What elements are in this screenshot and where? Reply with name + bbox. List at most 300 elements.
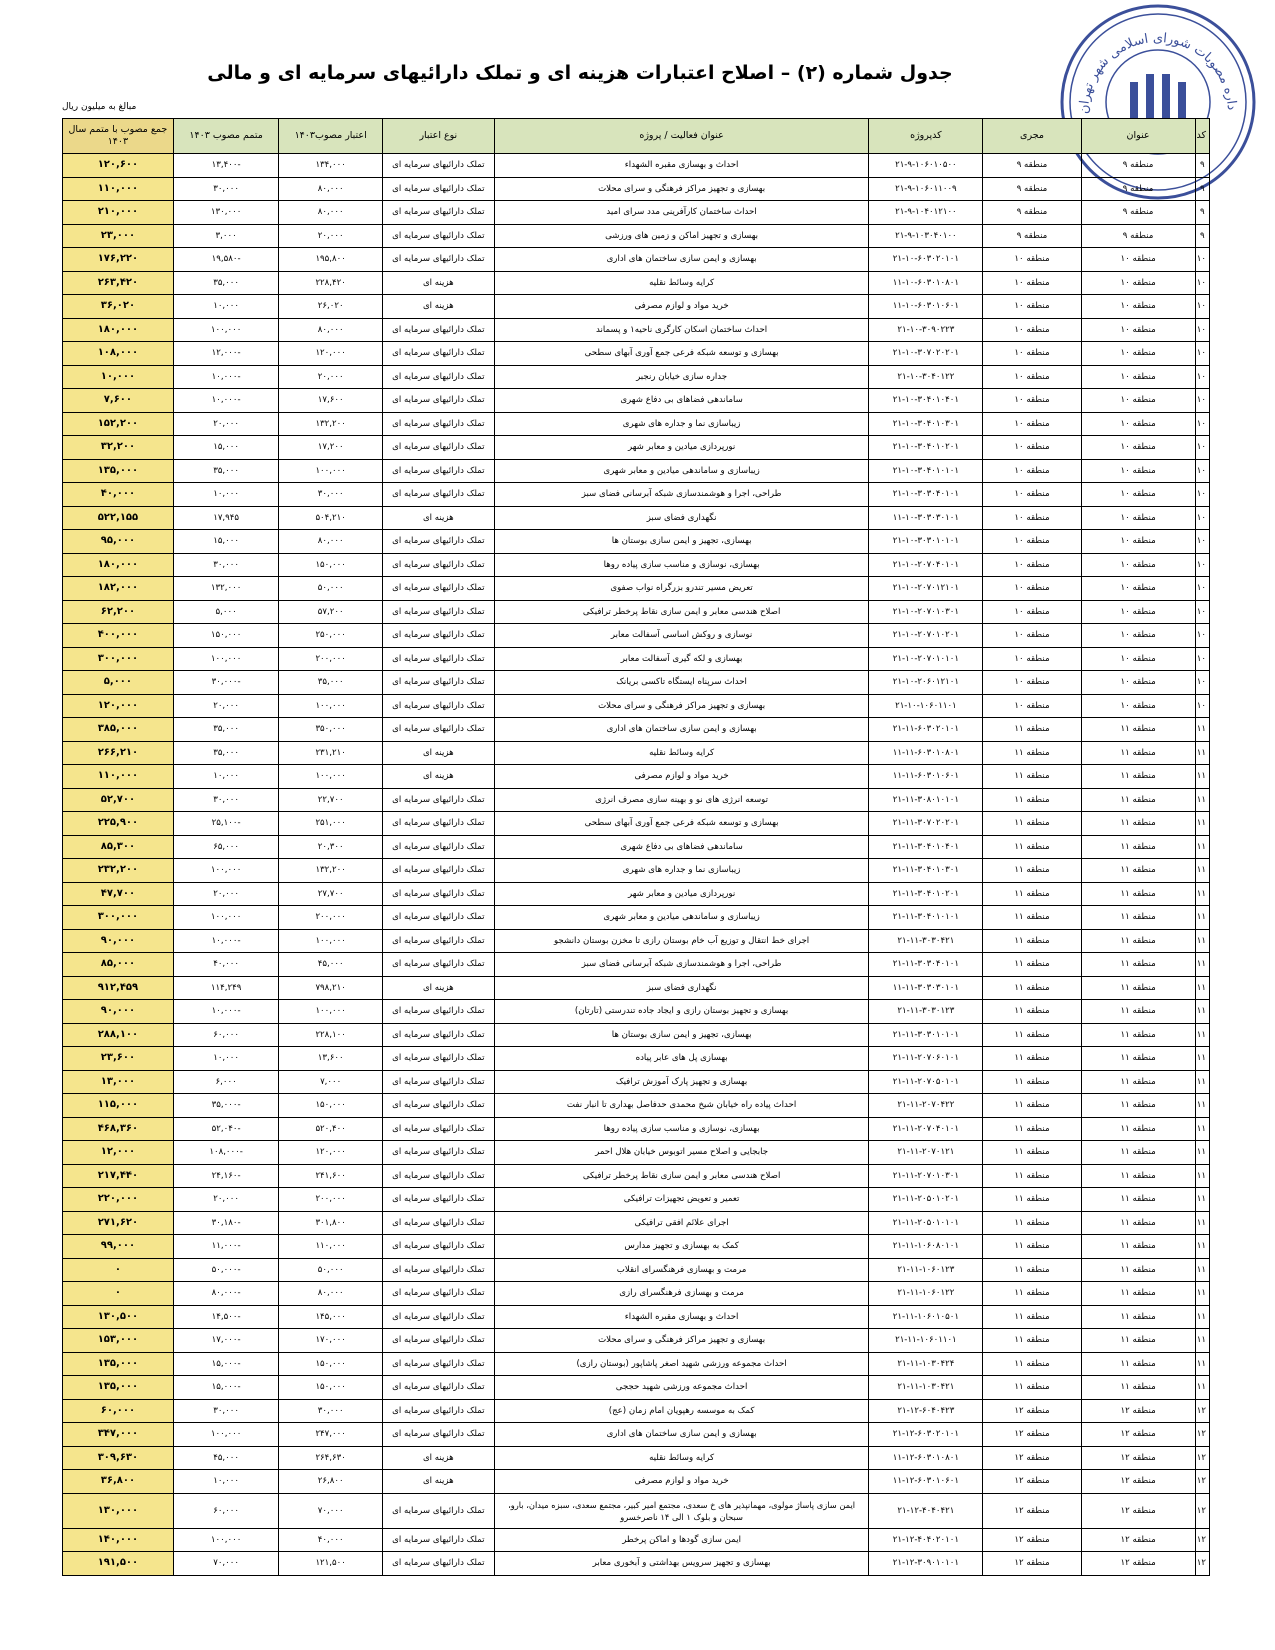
cell-project-code: ۲۱-۱۰-۳۰۴۰۱۲۲ — [869, 365, 983, 389]
cell-code: ۱۰ — [1195, 694, 1209, 718]
cell-supplement: -۲۴,۱۶۰ — [173, 1164, 279, 1188]
cell-activity: بهسازی، نوسازی و مناسب سازی پیاده روها — [494, 553, 869, 577]
table-row — [63, 835, 1210, 859]
cell-total: ۹۱۲,۴۵۹ — [63, 976, 174, 1000]
cell-project-code: ۲۱-۱۱-۱۰۶۰۱۰۵۰۱ — [869, 1305, 983, 1329]
cell-supplement: -۱۰,۰۰۰ — [173, 365, 279, 389]
cell-total: ۳۰۰,۰۰۰ — [63, 647, 174, 671]
cell-activity: طراحی، اجرا و هوشمندسازی شبکه آبرسانی فضای سبز — [494, 483, 869, 507]
cell-region: منطقه ۱۱ — [1081, 1258, 1195, 1282]
cell-region: منطقه ۱۱ — [1081, 1047, 1195, 1071]
table-row — [63, 882, 1210, 906]
cell-total: ۱۹۱,۵۰۰ — [63, 1552, 174, 1576]
cell-supplement: ۶۰,۰۰۰ — [173, 1493, 279, 1528]
cell-approved: ۲۴۱,۶۰۰ — [279, 1164, 383, 1188]
cell-executor: منطقه ۱۰ — [983, 248, 1081, 272]
cell-region: منطقه ۱۱ — [1081, 788, 1195, 812]
cell-activity: زیباسازی نما و جداره های شهری — [494, 412, 869, 436]
cell-credit-type: تملک دارائیهای سرمایه ای — [382, 1552, 494, 1576]
cell-supplement: ۱۳۲,۰۰۰ — [173, 577, 279, 601]
cell-credit-type: تملک دارائیهای سرمایه ای — [382, 812, 494, 836]
cell-executor: منطقه ۱۰ — [983, 436, 1081, 460]
cell-supplement: -۱۴,۵۰۰ — [173, 1305, 279, 1329]
table-row — [63, 812, 1210, 836]
header-total: جمع مصوب با متمم سال ۱۴۰۳ — [63, 119, 174, 154]
cell-executor: منطقه ۱۲ — [983, 1552, 1081, 1576]
cell-approved: ۲۰۰,۰۰۰ — [279, 647, 383, 671]
cell-activity: نورپردازی میادین و معابر شهر — [494, 436, 869, 460]
cell-region: منطقه ۱۰ — [1081, 506, 1195, 530]
cell-executor: منطقه ۱۱ — [983, 718, 1081, 742]
cell-supplement: -۲۵,۱۰۰ — [173, 812, 279, 836]
table-row — [63, 1493, 1210, 1528]
cell-total: ۲۲۵,۹۰۰ — [63, 812, 174, 836]
cell-project-code: ۱۱-۱۲-۶۰۳۰۱۰۸۰۱ — [869, 1446, 983, 1470]
cell-approved: ۲۵۰,۰۰۰ — [279, 624, 383, 648]
cell-supplement: ۷۰,۰۰۰ — [173, 1552, 279, 1576]
cell-total: ۲۲۰,۰۰۰ — [63, 1188, 174, 1212]
cell-project-code: ۱۱-۱۲-۶۰۳۰۱۰۶۰۱ — [869, 1470, 983, 1494]
cell-credit-type: تملک دارائیهای سرمایه ای — [382, 1258, 494, 1282]
cell-code: ۱۱ — [1195, 1117, 1209, 1141]
cell-region: منطقه ۱۰ — [1081, 553, 1195, 577]
cell-activity: اصلاح هندسی معابر و ایمن سازی نقاط پرخطر ترافیکی — [494, 1164, 869, 1188]
cell-credit-type: تملک دارائیهای سرمایه ای — [382, 1528, 494, 1552]
cell-executor: منطقه ۱۲ — [983, 1493, 1081, 1528]
cell-executor: منطقه ۱۰ — [983, 694, 1081, 718]
cell-executor: منطقه ۱۱ — [983, 1188, 1081, 1212]
table-row — [63, 1305, 1210, 1329]
cell-code: ۱۱ — [1195, 1164, 1209, 1188]
cell-activity: تعمیر و تعویض تجهیزات ترافیکی — [494, 1188, 869, 1212]
cell-project-code: ۲۱-۱۱-۲۰۷۰۶۰۱۰۱ — [869, 1047, 983, 1071]
cell-code: ۱۲ — [1195, 1399, 1209, 1423]
cell-project-code: ۲۱-۱۱-۲۰۷۰۱۲۱ — [869, 1141, 983, 1165]
cell-region: منطقه ۱۰ — [1081, 389, 1195, 413]
header-credit-type: نوع اعتبار — [382, 119, 494, 154]
cell-project-code: ۱۱-۱۰-۶۰۳۰۱۰۶۰۱ — [869, 295, 983, 319]
cell-code: ۱۱ — [1195, 1305, 1209, 1329]
cell-credit-type: تملک دارائیهای سرمایه ای — [382, 459, 494, 483]
table-row — [63, 459, 1210, 483]
cell-code: ۱۱ — [1195, 835, 1209, 859]
cell-approved: ۱۵۰,۰۰۰ — [279, 1352, 383, 1376]
cell-total: ۳۰۰,۰۰۰ — [63, 906, 174, 930]
cell-total: ۵,۰۰۰ — [63, 671, 174, 695]
table-row — [63, 1446, 1210, 1470]
cell-region: منطقه ۱۱ — [1081, 1023, 1195, 1047]
cell-executor: منطقه ۱۱ — [983, 1376, 1081, 1400]
table-row — [63, 154, 1210, 178]
cell-activity: طراحی، اجرا و هوشمندسازی شبکه آبرسانی فضای سبز — [494, 953, 869, 977]
cell-credit-type: هزینه ای — [382, 976, 494, 1000]
cell-total: ۱۰,۰۰۰ — [63, 365, 174, 389]
cell-approved: ۴۵,۰۰۰ — [279, 953, 383, 977]
cell-region: منطقه ۱۱ — [1081, 1094, 1195, 1118]
cell-credit-type: تملک دارائیهای سرمایه ای — [382, 953, 494, 977]
cell-total: ۹۹,۰۰۰ — [63, 1235, 174, 1259]
cell-total: ۷,۶۰۰ — [63, 389, 174, 413]
cell-supplement: -۱۰,۰۰۰ — [173, 929, 279, 953]
cell-supplement: ۳,۰۰۰ — [173, 224, 279, 248]
cell-code: ۹ — [1195, 154, 1209, 178]
cell-activity: کرایه وسائط نقلیه — [494, 1446, 869, 1470]
table-row — [63, 1376, 1210, 1400]
cell-project-code: ۲۱-۱۱-۱۰۶۰۱۲۳ — [869, 1258, 983, 1282]
cell-activity: احداث و بهسازی مقبره الشهداء — [494, 1305, 869, 1329]
cell-supplement: ۵,۰۰۰ — [173, 600, 279, 624]
cell-code: ۱۱ — [1195, 1376, 1209, 1400]
cell-executor: منطقه ۱۰ — [983, 318, 1081, 342]
cell-project-code: ۲۱-۱۰-۱۰۶۰۱۱۰۱ — [869, 694, 983, 718]
cell-approved: ۲۰,۰۰۰ — [279, 224, 383, 248]
cell-executor: منطقه ۱۱ — [983, 741, 1081, 765]
cell-total: ۱۱۰,۰۰۰ — [63, 177, 174, 201]
cell-activity: اجرای علائم افقی ترافیکی — [494, 1211, 869, 1235]
cell-region: منطقه ۱۱ — [1081, 718, 1195, 742]
table-row — [63, 483, 1210, 507]
cell-project-code: ۲۱-۱۱-۱۰۳۰۴۲۴ — [869, 1352, 983, 1376]
cell-activity: بهسازی و تجهیز پارک آموزش ترافیک — [494, 1070, 869, 1094]
cell-supplement: ۱۰,۰۰۰ — [173, 1047, 279, 1071]
cell-executor: منطقه ۱۲ — [983, 1528, 1081, 1552]
cell-executor: منطقه ۱۱ — [983, 1282, 1081, 1306]
cell-executor: منطقه ۹ — [983, 201, 1081, 225]
table-row — [63, 953, 1210, 977]
cell-approved: ۷۹۸,۲۱۰ — [279, 976, 383, 1000]
cell-total: ۱۸۰,۰۰۰ — [63, 553, 174, 577]
table-row — [63, 718, 1210, 742]
cell-code: ۱۰ — [1195, 483, 1209, 507]
cell-project-code: ۲۱-۱۰-۲۰۷۰۱۰۳۰۱ — [869, 600, 983, 624]
cell-code: ۱۱ — [1195, 1282, 1209, 1306]
cell-total: ۱۴۰,۰۰۰ — [63, 1528, 174, 1552]
cell-code: ۱۱ — [1195, 859, 1209, 883]
cell-project-code: ۲۱-۱۱-۳۰۴۰۱۰۴۰۱ — [869, 835, 983, 859]
table-row — [63, 1117, 1210, 1141]
cell-credit-type: تملک دارائیهای سرمایه ای — [382, 1164, 494, 1188]
cell-total: ۲۳۲,۲۰۰ — [63, 859, 174, 883]
cell-supplement: ۶۵,۰۰۰ — [173, 835, 279, 859]
cell-approved: ۱۳۲,۲۰۰ — [279, 859, 383, 883]
cell-credit-type: تملک دارائیهای سرمایه ای — [382, 1305, 494, 1329]
cell-total: ۲۸۸,۱۰۰ — [63, 1023, 174, 1047]
cell-project-code: ۲۱-۱۰-۳۰۴۰۱۰۴۰۱ — [869, 389, 983, 413]
cell-region: منطقه ۱۰ — [1081, 671, 1195, 695]
cell-total: ۸۵,۰۰۰ — [63, 953, 174, 977]
cell-credit-type: تملک دارائیهای سرمایه ای — [382, 342, 494, 366]
cell-approved: ۲۲,۷۰۰ — [279, 788, 383, 812]
cell-supplement: ۲۰,۰۰۰ — [173, 694, 279, 718]
cell-total: ۱۲,۰۰۰ — [63, 1141, 174, 1165]
cell-code: ۱۱ — [1195, 1329, 1209, 1353]
cell-total: ۳۲,۲۰۰ — [63, 436, 174, 460]
cell-executor: منطقه ۱۱ — [983, 765, 1081, 789]
cell-code: ۱۱ — [1195, 906, 1209, 930]
cell-project-code: ۲۱-۱۰-۳۰۹۰۲۲۳ — [869, 318, 983, 342]
cell-total: ۴۷,۷۰۰ — [63, 882, 174, 906]
header-executor: مجری — [983, 119, 1081, 154]
table-row — [63, 788, 1210, 812]
cell-project-code: ۲۱-۱۱-۳۰۳۰۱۰۱۰۱ — [869, 1023, 983, 1047]
cell-executor: منطقه ۱۰ — [983, 506, 1081, 530]
cell-approved: ۱۵۰,۰۰۰ — [279, 1376, 383, 1400]
cell-supplement: ۱۰۰,۰۰۰ — [173, 1528, 279, 1552]
table-row — [63, 530, 1210, 554]
cell-code: ۱۲ — [1195, 1552, 1209, 1576]
cell-credit-type: تملک دارائیهای سرمایه ای — [382, 1211, 494, 1235]
cell-code: ۱۱ — [1195, 976, 1209, 1000]
cell-region: منطقه ۱۱ — [1081, 906, 1195, 930]
cell-approved: ۲۰۰,۰۰۰ — [279, 1188, 383, 1212]
cell-credit-type: تملک دارائیهای سرمایه ای — [382, 365, 494, 389]
cell-supplement: ۱۰۰,۰۰۰ — [173, 906, 279, 930]
cell-region: منطقه ۱۰ — [1081, 248, 1195, 272]
cell-activity: کرایه وسائط نقلیه — [494, 741, 869, 765]
cell-activity: بهسازی و تجهیز سرویس بهداشتی و آبخوری معابر — [494, 1552, 869, 1576]
cell-credit-type: تملک دارائیهای سرمایه ای — [382, 1352, 494, 1376]
table-row — [63, 553, 1210, 577]
cell-region: منطقه ۱۲ — [1081, 1446, 1195, 1470]
cell-total: ۵۲,۷۰۰ — [63, 788, 174, 812]
cell-project-code: ۲۱-۱۱-۳۰۳۰۴۰۱۰۱ — [869, 953, 983, 977]
cell-supplement: ۳۵,۰۰۰ — [173, 718, 279, 742]
cell-executor: منطقه ۱۱ — [983, 929, 1081, 953]
cell-supplement: ۳۰,۰۰۰ — [173, 788, 279, 812]
cell-project-code: ۲۱-۱۰-۲۰۷۰۴۰۱۰۱ — [869, 553, 983, 577]
table-row — [63, 1470, 1210, 1494]
cell-project-code: ۲۱-۱۱-۳۰۳۰۴۲۱ — [869, 929, 983, 953]
header-code: کد — [1195, 119, 1209, 154]
cell-supplement: ۱۳۰,۰۰۰ — [173, 201, 279, 225]
cell-credit-type: تملک دارائیهای سرمایه ای — [382, 1329, 494, 1353]
cell-supplement: ۱۰,۰۰۰ — [173, 295, 279, 319]
cell-total: ۶۰,۰۰۰ — [63, 1399, 174, 1423]
cell-total: ۱۳۵,۰۰۰ — [63, 1376, 174, 1400]
cell-credit-type: تملک دارائیهای سرمایه ای — [382, 1399, 494, 1423]
cell-executor: منطقه ۱۱ — [983, 1094, 1081, 1118]
cell-approved: ۵۰۴,۲۱۰ — [279, 506, 383, 530]
cell-supplement: -۱۱,۰۰۰ — [173, 1235, 279, 1259]
cell-code: ۱۲ — [1195, 1470, 1209, 1494]
cell-total: ۴۰,۰۰۰ — [63, 483, 174, 507]
cell-approved: ۱۲۰,۰۰۰ — [279, 1141, 383, 1165]
cell-credit-type: تملک دارائیهای سرمایه ای — [382, 600, 494, 624]
cell-approved: ۲۴۷,۰۰۰ — [279, 1423, 383, 1447]
cell-supplement: -۱۷,۰۰۰ — [173, 1329, 279, 1353]
cell-project-code: ۱۱-۱۰-۳۰۳۰۳۰۱۰۱ — [869, 506, 983, 530]
cell-approved: ۲۲۸,۴۲۰ — [279, 271, 383, 295]
cell-project-code: ۲۱-۱۲-۴۰۴۰۲۰۱۰۱ — [869, 1528, 983, 1552]
cell-executor: منطقه ۱۰ — [983, 577, 1081, 601]
cell-executor: منطقه ۱۱ — [983, 1211, 1081, 1235]
cell-credit-type: تملک دارائیهای سرمایه ای — [382, 577, 494, 601]
cell-activity: اجرای خط انتقال و توزیع آب خام بوستان رازی تا مخزن بوستان دانشجو — [494, 929, 869, 953]
cell-project-code: ۲۱-۱۲-۶۰۳۰۲۰۱۰۱ — [869, 1423, 983, 1447]
cell-code: ۱۱ — [1195, 1211, 1209, 1235]
cell-project-code: ۲۱-۱۱-۲۰۷۰۴۲۲ — [869, 1094, 983, 1118]
cell-region: منطقه ۱۰ — [1081, 318, 1195, 342]
cell-credit-type: تملک دارائیهای سرمایه ای — [382, 718, 494, 742]
cell-executor: منطقه ۱۱ — [983, 1164, 1081, 1188]
cell-code: ۱۰ — [1195, 553, 1209, 577]
table-row — [63, 1188, 1210, 1212]
cell-project-code: ۲۱-۱۰-۶۰۳۰۲۰۱۰۱ — [869, 248, 983, 272]
cell-executor: منطقه ۱۱ — [983, 1070, 1081, 1094]
cell-approved: ۲۶۴,۶۳۰ — [279, 1446, 383, 1470]
cell-credit-type: تملک دارائیهای سرمایه ای — [382, 1282, 494, 1306]
cell-credit-type: تملک دارائیهای سرمایه ای — [382, 1047, 494, 1071]
cell-region: منطقه ۱۱ — [1081, 882, 1195, 906]
cell-approved: ۱۲۰,۰۰۰ — [279, 342, 383, 366]
header-project-code: کدپروژه — [869, 119, 983, 154]
cell-approved: ۸۰,۰۰۰ — [279, 1282, 383, 1306]
cell-region: منطقه ۱۱ — [1081, 859, 1195, 883]
cell-code: ۱۱ — [1195, 929, 1209, 953]
cell-region: منطقه ۱۱ — [1081, 1282, 1195, 1306]
cell-project-code: ۲۱-۱۰-۳۰۴۰۱۰۱۰۱ — [869, 459, 983, 483]
cell-region: منطقه ۱۱ — [1081, 929, 1195, 953]
table-body — [63, 154, 1210, 1576]
cell-approved: ۳۰,۰۰۰ — [279, 1399, 383, 1423]
cell-activity: اصلاح هندسی معابر و ایمن سازی نقاط پرخطر ترافیکی — [494, 600, 869, 624]
cell-activity: بهسازی و توسعه شبکه فرعی جمع آوری آبهای سطحی — [494, 342, 869, 366]
cell-supplement: ۳۵,۰۰۰ — [173, 459, 279, 483]
cell-activity: بهسازی و تجهیز اماکن و زمین های ورزشی — [494, 224, 869, 248]
cell-project-code: ۲۱-۱۱-۲۰۵۰۱۰۱۰۱ — [869, 1211, 983, 1235]
cell-credit-type: تملک دارائیهای سرمایه ای — [382, 436, 494, 460]
cell-total: ۱۰۸,۰۰۰ — [63, 342, 174, 366]
cell-credit-type: تملک دارائیهای سرمایه ای — [382, 882, 494, 906]
table-row — [63, 577, 1210, 601]
cell-region: منطقه ۱۰ — [1081, 271, 1195, 295]
cell-executor: منطقه ۱۰ — [983, 365, 1081, 389]
cell-supplement: ۱۱۴,۲۴۹ — [173, 976, 279, 1000]
cell-credit-type: تملک دارائیهای سرمایه ای — [382, 1094, 494, 1118]
cell-approved: ۲۰,۳۰۰ — [279, 835, 383, 859]
cell-project-code: ۱۱-۱۱-۳۰۳۰۳۰۱۰۱ — [869, 976, 983, 1000]
cell-executor: منطقه ۱۲ — [983, 1470, 1081, 1494]
table-row — [63, 1258, 1210, 1282]
cell-total: ۲۶۳,۴۲۰ — [63, 271, 174, 295]
cell-supplement: ۱۰,۰۰۰ — [173, 765, 279, 789]
cell-activity: بهسازی و لکه گیری آسفالت معابر — [494, 647, 869, 671]
cell-credit-type: هزینه ای — [382, 741, 494, 765]
cell-approved: ۲۲۸,۱۰۰ — [279, 1023, 383, 1047]
cell-executor: منطقه ۱۰ — [983, 412, 1081, 436]
svg-text:اداره مصوبات شورای اسلامی شهر: داره مصوبات شورای اسلامی شهر تهران — [1076, 30, 1240, 115]
cell-supplement: ۱۰۰,۰۰۰ — [173, 1423, 279, 1447]
cell-total: ۲۳,۰۰۰ — [63, 224, 174, 248]
table-row — [63, 1423, 1210, 1447]
cell-region: منطقه ۱۱ — [1081, 765, 1195, 789]
cell-code: ۱۰ — [1195, 365, 1209, 389]
table-row — [63, 600, 1210, 624]
cell-supplement: ۱۵,۰۰۰ — [173, 436, 279, 460]
cell-activity: زیباسازی نما و جداره های شهری — [494, 859, 869, 883]
cell-activity: بهسازی و تجهیز بوستان رازی و ایجاد جاده تندرستی (تارتان) — [494, 1000, 869, 1024]
cell-total: ۳۶,۸۰۰ — [63, 1470, 174, 1494]
cell-approved: ۱۳,۶۰۰ — [279, 1047, 383, 1071]
cell-supplement: ۲۰,۰۰۰ — [173, 882, 279, 906]
cell-code: ۱۱ — [1195, 1094, 1209, 1118]
cell-approved: ۵۰,۰۰۰ — [279, 1258, 383, 1282]
cell-total: ۱۳۵,۰۰۰ — [63, 1352, 174, 1376]
cell-region: منطقه ۱۲ — [1081, 1552, 1195, 1576]
cell-code: ۱۱ — [1195, 812, 1209, 836]
cell-credit-type: تملک دارائیهای سرمایه ای — [382, 859, 494, 883]
cell-total: ۱۱۰,۰۰۰ — [63, 765, 174, 789]
cell-supplement: -۱۹,۵۸۰ — [173, 248, 279, 272]
table-row — [63, 741, 1210, 765]
cell-code: ۱۰ — [1195, 248, 1209, 272]
cell-credit-type: تملک دارائیهای سرمایه ای — [382, 1117, 494, 1141]
cell-supplement: ۲۰,۰۰۰ — [173, 1188, 279, 1212]
cell-region: منطقه ۱۰ — [1081, 600, 1195, 624]
cell-approved: ۸۰,۰۰۰ — [279, 177, 383, 201]
cell-credit-type: هزینه ای — [382, 1446, 494, 1470]
cell-total: ۳۴۷,۰۰۰ — [63, 1423, 174, 1447]
cell-approved: ۳۰۱,۸۰۰ — [279, 1211, 383, 1235]
cell-total: ۱۲۰,۰۰۰ — [63, 694, 174, 718]
cell-approved: ۱۷۰,۰۰۰ — [279, 1329, 383, 1353]
cell-executor: منطقه ۱۱ — [983, 1329, 1081, 1353]
cell-activity: بهسازی پل های عابر پیاده — [494, 1047, 869, 1071]
cell-executor: منطقه ۱۰ — [983, 271, 1081, 295]
cell-activity: احداث پیاده راه خیابان شیخ محمدی حدفاصل بهداری تا انبار نفت — [494, 1094, 869, 1118]
cell-region: منطقه ۱۰ — [1081, 530, 1195, 554]
table-row — [63, 1528, 1210, 1552]
cell-activity: بهسازی، تجهیز و ایمن سازی بوستان ها — [494, 530, 869, 554]
cell-region: منطقه ۱۰ — [1081, 342, 1195, 366]
table-row — [63, 295, 1210, 319]
cell-region: منطقه ۱۱ — [1081, 1235, 1195, 1259]
cell-executor: منطقه ۱۱ — [983, 1141, 1081, 1165]
cell-executor: منطقه ۱۱ — [983, 1258, 1081, 1282]
cell-executor: منطقه ۱۱ — [983, 906, 1081, 930]
cell-total: ۱۱۵,۰۰۰ — [63, 1094, 174, 1118]
cell-credit-type: تملک دارائیهای سرمایه ای — [382, 412, 494, 436]
cell-approved: ۸۰,۰۰۰ — [279, 318, 383, 342]
cell-supplement: -۱۲,۰۰۰ — [173, 342, 279, 366]
cell-total: ۱۳۰,۰۰۰ — [63, 1493, 174, 1528]
cell-code: ۱۰ — [1195, 624, 1209, 648]
cell-executor: منطقه ۱۱ — [983, 1023, 1081, 1047]
cell-project-code: ۲۱-۱۱-۳۰۴۰۱۰۱۰۱ — [869, 906, 983, 930]
cell-project-code: ۲۱-۱۰-۳۰۳۰۱۰۱۰۱ — [869, 530, 983, 554]
budget-amendment-table — [62, 118, 1210, 1576]
cell-total: ۴۶۸,۳۶۰ — [63, 1117, 174, 1141]
cell-activity: کمک به بهسازی و تجهیز مدارس — [494, 1235, 869, 1259]
cell-code: ۱۱ — [1195, 1000, 1209, 1024]
cell-project-code: ۲۱-۱۰-۳۰۴۰۱۰۳۰۱ — [869, 412, 983, 436]
cell-executor: منطقه ۱۰ — [983, 459, 1081, 483]
cell-activity: بهسازی، نوسازی و مناسب سازی پیاده روها — [494, 1117, 869, 1141]
cell-executor: منطقه ۱۱ — [983, 1047, 1081, 1071]
cell-approved: ۱۴۵,۰۰۰ — [279, 1305, 383, 1329]
cell-project-code: ۲۱-۱۰-۲۰۷۰۱۰۱۰۱ — [869, 647, 983, 671]
cell-credit-type: تملک دارائیهای سرمایه ای — [382, 1023, 494, 1047]
cell-activity: نگهداری فضای سبز — [494, 506, 869, 530]
table-row — [63, 765, 1210, 789]
cell-code: ۱۰ — [1195, 506, 1209, 530]
cell-activity: کرایه وسائط نقلیه — [494, 271, 869, 295]
cell-code: ۱۰ — [1195, 318, 1209, 342]
cell-supplement: ۱۰,۰۰۰ — [173, 483, 279, 507]
cell-project-code: ۱۱-۱۰-۶۰۳۰۱۰۸۰۱ — [869, 271, 983, 295]
cell-region: منطقه ۱۰ — [1081, 577, 1195, 601]
cell-approved: ۳۰,۰۰۰ — [279, 483, 383, 507]
